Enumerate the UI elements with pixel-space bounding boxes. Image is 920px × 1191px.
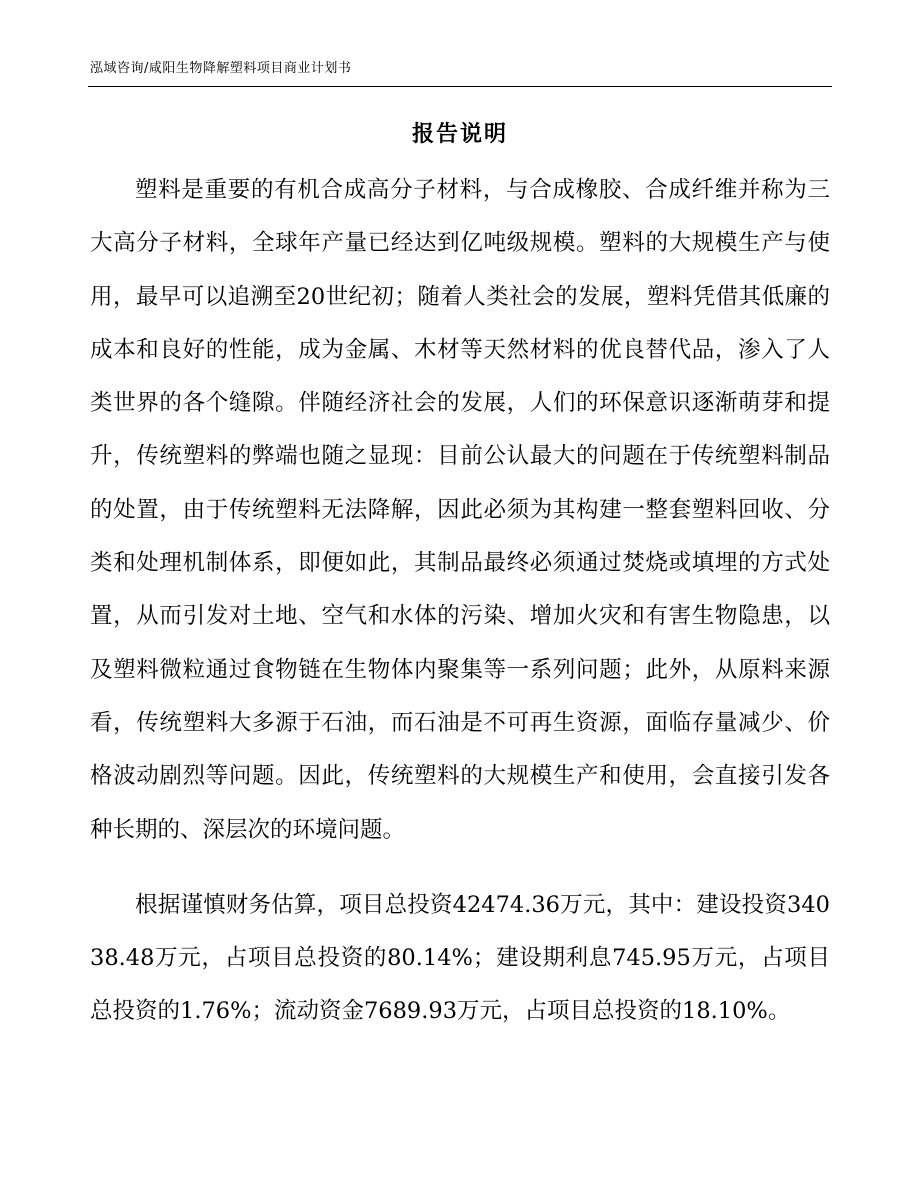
running-header: 泓域咨询/咸阳生物降解塑料项目商业计划书: [90, 61, 352, 76]
paragraph-background: 塑料是重要的有机合成高分子材料，与合成橡胶、合成纤维并称为三大高分子材料，全球年产量已经达到亿吨级规模。塑料的大规模生产与使用，最早可以追溯至20世纪初；随着人类社会的发展，塑料凭借其低廉的成本和良好的性能，成为金属、木材等天然材料的优良替代品，渗入了人类世界的各个缝隙。伴随经济社会的发展，人们的环保意识逐渐萌芽和提升，传统塑料的弊端也随之显现：目前公认最大的问题在于传统塑料制品的处置，由于传统塑料无法降解，因此必须为其构建一整套塑料回收、分类和处理机制体系，即便如此，其制品最终必须通过焚烧或填埋的方式处置，从而引发对土地、空气和水体的污染、增加火灾和有害生物隐患，以及塑料微粒通过食物链在生物体内聚集等一系列问题；此外，从原料来源看，传统塑料大多源于石油，而石油是不可再生资源，面临存量减少、价格波动剧烈等问题。因此，传统塑料的大规模生产和使用，会直接引发各种长期的、深层次的环境问题。: [90, 177, 830, 843]
report-body: [90, 164, 830, 1039]
paragraph-investment: 根据谨慎财务估算，项目总投资42474.36万元，其中：建设投资34038.48万元，占项目总投资的80.14%；建设期利息745.95万元，占项目总投资的1.76%；流动资金7689.93万元，占项目总投资的18.10%。: [90, 891, 830, 1025]
header-divider: [88, 86, 832, 87]
page-title: 报告说明: [411, 122, 508, 147]
